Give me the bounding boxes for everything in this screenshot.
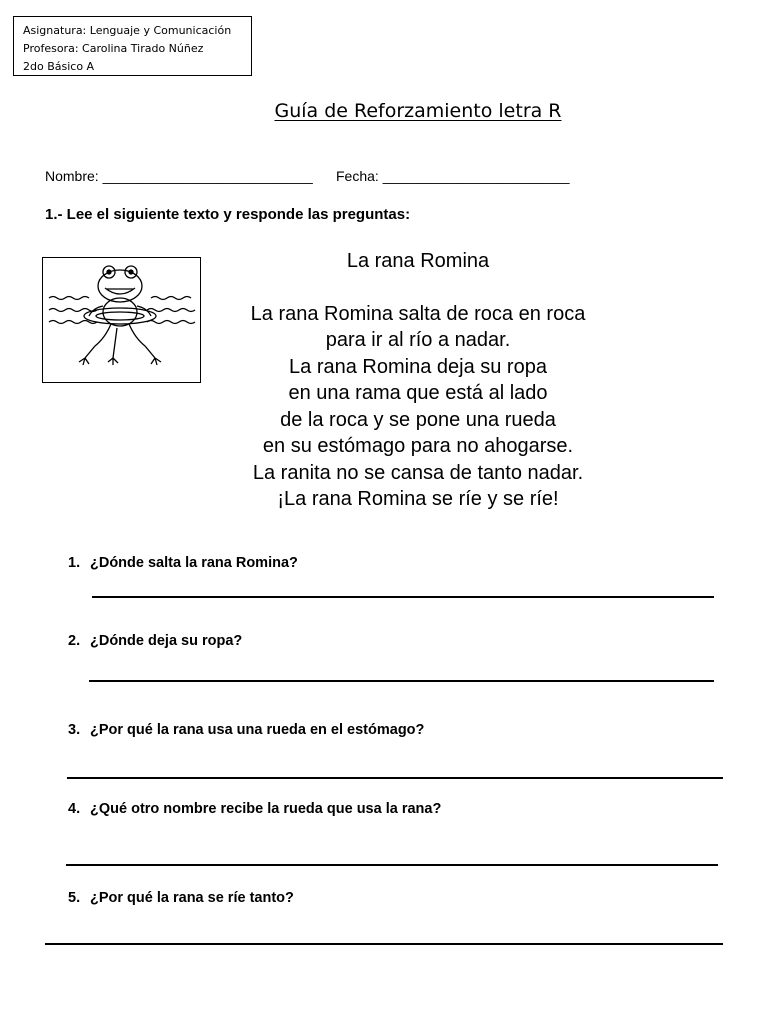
date-field[interactable]: Fecha: ________________________ bbox=[336, 168, 570, 184]
question-text: ¿Qué otro nombre recibe la rueda que usa la rana? bbox=[90, 801, 442, 817]
question-3 bbox=[68, 722, 424, 738]
question-5 bbox=[68, 890, 294, 906]
story-line: de la roca y se pone una rueda bbox=[280, 408, 556, 431]
question-text: ¿Dónde deja su ropa? bbox=[90, 633, 243, 649]
answer-line-2[interactable] bbox=[89, 680, 714, 682]
instruction-text: 1.- Lee el siguiente texto y responde las preguntas: bbox=[45, 206, 411, 223]
story-line: en una rama que está al lado bbox=[288, 382, 548, 404]
question-4 bbox=[68, 801, 441, 817]
story-line: La ranita no se cansa de tanto nadar. bbox=[252, 461, 584, 484]
question-number: 3. bbox=[68, 722, 81, 738]
question-1 bbox=[68, 555, 298, 571]
subject-label: Asignatura: Lenguaje y Comunicación bbox=[23, 24, 232, 37]
grade-label: 2do Básico A bbox=[23, 60, 95, 73]
answer-line-5[interactable] bbox=[45, 943, 723, 945]
teacher-label: Profesora: Carolina Tirado Núñez bbox=[23, 42, 204, 55]
question-number: 1. bbox=[68, 555, 81, 571]
story-title: La rana Romina bbox=[346, 250, 490, 272]
page-title: Guía de Reforzamiento letra R bbox=[274, 100, 562, 122]
header-info-box bbox=[13, 16, 252, 76]
story-line: La rana Romina salta de roca en roca bbox=[250, 302, 586, 325]
answer-line-3[interactable] bbox=[67, 777, 723, 779]
question-number: 4. bbox=[68, 801, 81, 817]
question-text: ¿Por qué la rana usa una rueda en el estómago? bbox=[90, 722, 425, 738]
story-line: para ir al río a nadar. bbox=[325, 329, 511, 351]
question-number: 5. bbox=[68, 890, 81, 906]
question-text: ¿Por qué la rana se ríe tanto? bbox=[90, 890, 294, 906]
story-line: ¡La rana Romina se ríe y se ríe! bbox=[277, 488, 559, 510]
frog-illustration bbox=[42, 257, 201, 383]
frog-swimming-icon bbox=[43, 258, 200, 382]
story-line: en su estómago para no ahogarse. bbox=[262, 435, 574, 457]
name-field[interactable]: Nombre: ___________________________ bbox=[45, 168, 313, 184]
answer-line-1[interactable] bbox=[92, 596, 714, 598]
story-line: La rana Romina deja su ropa bbox=[289, 355, 547, 378]
answer-line-4[interactable] bbox=[66, 864, 718, 866]
question-text: ¿Dónde salta la rana Romina? bbox=[90, 555, 298, 571]
question-2 bbox=[68, 633, 242, 649]
question-number: 2. bbox=[68, 633, 81, 649]
story-text bbox=[210, 248, 626, 513]
